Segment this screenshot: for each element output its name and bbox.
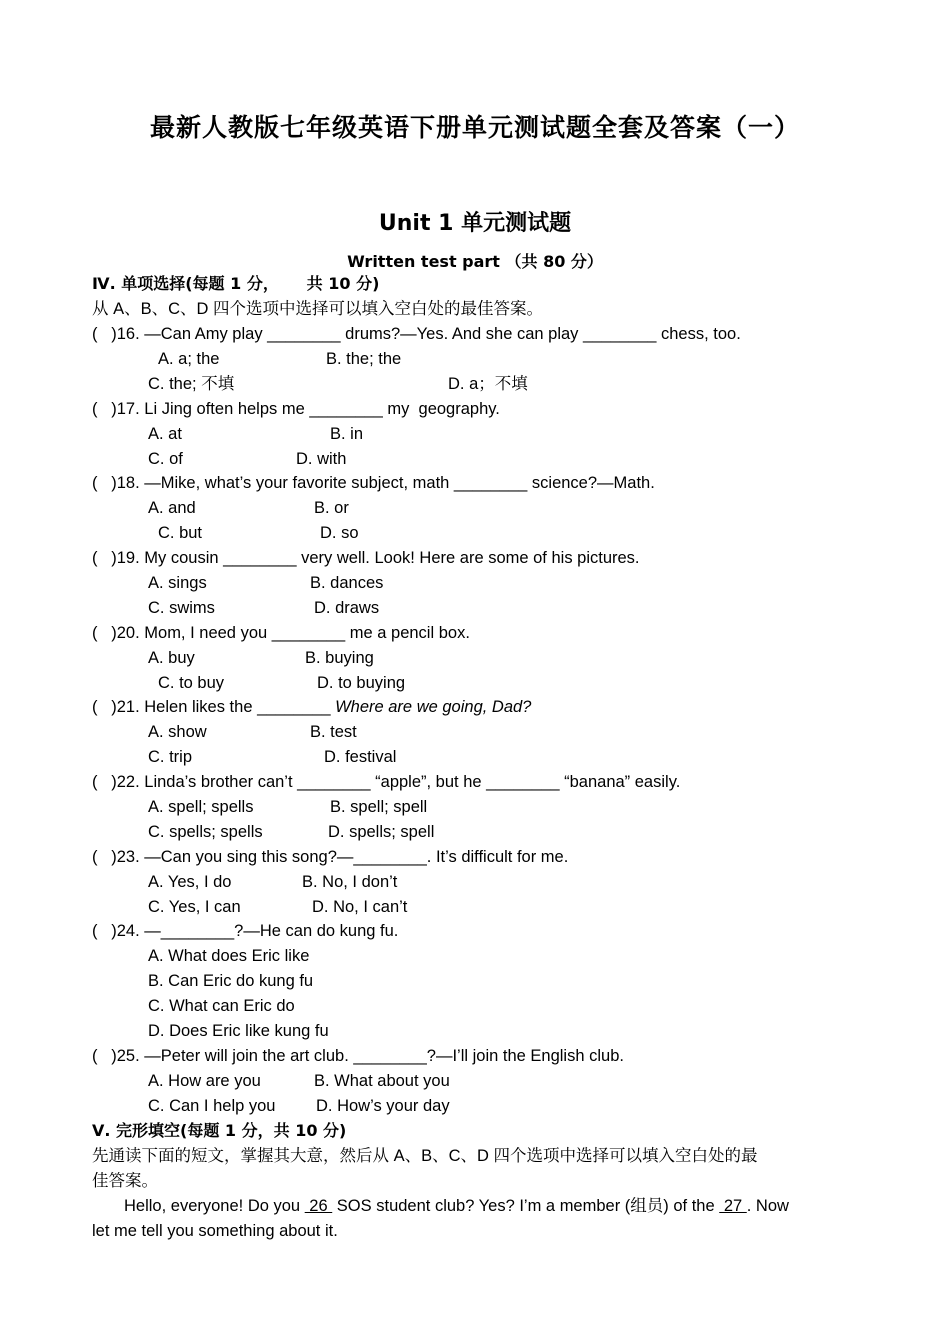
question-25 — [92, 1045, 624, 1067]
question-stem: 19. My cousin ________ very well. Look! Here are some of his pictures. — [116, 549, 640, 567]
answer-paren: ( ) — [92, 400, 117, 418]
q24-option-a: A. What does Eric like — [148, 947, 310, 965]
q25-option-b: B. What about you — [314, 1072, 450, 1090]
q18-option-b: B. or — [314, 499, 349, 517]
q16-option-a: A. a; the — [158, 350, 220, 368]
q18-option-a: A. and — [148, 499, 196, 517]
section-5-instruction-line-1: 先通读下面的短文，掌握其大意，然后从 A、B、C、D 四个选项中选择可以填入空白处的最 — [92, 1147, 758, 1165]
q19-option-b: B. dances — [310, 574, 384, 592]
question-stem: 25. —Peter will join the art club. ________?—I’ll join the English club. — [116, 1047, 624, 1065]
q17-option-b: B. in — [330, 425, 364, 443]
q21-option-b: B. test — [310, 723, 357, 741]
q24-option-c: C. What can Eric do — [148, 997, 295, 1015]
question-stem: 23. —Can you sing this song?—________. It’s difficult for me. — [116, 848, 569, 866]
answer-paren: ( ) — [92, 698, 117, 716]
sub-title: Written test part （共 80 分） — [347, 252, 603, 271]
answer-paren: ( ) — [92, 1047, 117, 1065]
question-stem: 20. Mom, I need you ________ me a pencil box. — [116, 624, 470, 642]
q21-option-d: D. festival — [324, 748, 397, 766]
question-20 — [92, 622, 470, 644]
answer-paren: ( ) — [92, 773, 117, 791]
passage-text: SOS student club? Yes? I’m a member (组员) of the — [332, 1197, 720, 1215]
question-stem: 24. —________?—He can do kung fu. — [116, 922, 399, 940]
q20-option-b: B. buying — [305, 649, 374, 667]
main-title: 最新人教版七年级英语下册单元测试题全套及答案（一） — [149, 113, 800, 142]
answer-paren: ( ) — [92, 848, 117, 866]
section-5-instruction-line-2: 佳答案。 — [92, 1172, 158, 1190]
q16-option-c: C. the; 不填 — [148, 375, 235, 393]
q19-option-a: A. sings — [148, 574, 207, 592]
q22-option-d: D. spells; spell — [328, 823, 435, 841]
question-stem: 16. —Can Amy play ________ drums?—Yes. And she can play ________ chess, too. — [116, 325, 741, 343]
question-stem: 22. Linda’s brother can’t ________ “apple”, but he ________ “banana” easily. — [116, 773, 681, 791]
question-17 — [92, 398, 500, 420]
question-21 — [92, 696, 531, 718]
q24-option-d: D. Does Eric like kung fu — [148, 1022, 329, 1040]
question-23 — [92, 846, 568, 868]
q16-option-b: B. the; the — [326, 350, 402, 368]
question-stem: 17. Li Jing often helps me ________ my geography. — [116, 400, 500, 418]
answer-paren: ( ) — [92, 624, 117, 642]
q23-option-b: B. No, I don’t — [302, 873, 398, 891]
passage-text: . Now — [746, 1197, 789, 1215]
q21-option-c: C. trip — [148, 748, 193, 766]
q21-option-a: A. show — [148, 723, 207, 741]
answer-paren: ( ) — [92, 474, 117, 492]
answer-paren: ( ) — [92, 325, 117, 343]
question-19 — [92, 547, 640, 569]
blank-26: 26 — [304, 1197, 333, 1215]
blank-27: 27 — [719, 1197, 747, 1215]
question-stem: 18. —Mike, what’s your favorite subject, math ________ science?—Math. — [116, 474, 655, 492]
q22-option-a: A. spell; spells — [148, 798, 254, 816]
section-4-instruction: 从 A、B、C、D 四个选项中选择可以填入空白处的最佳答案。 — [92, 300, 544, 318]
q23-option-c: C. Yes, I can — [148, 898, 241, 916]
passage-text: Hello, everyone! Do you — [124, 1197, 305, 1215]
passage-line-2: let me tell you something about it. — [92, 1222, 338, 1240]
q19-option-d: D. draws — [314, 599, 380, 617]
q18-option-d: D. so — [320, 524, 359, 542]
answer-paren: ( ) — [92, 549, 117, 567]
q22-option-b: B. spell; spell — [330, 798, 428, 816]
q17-option-d: D. with — [296, 450, 347, 468]
question-stem-italic: Where are we going, Dad? — [335, 698, 532, 716]
answer-paren: ( ) — [92, 922, 117, 940]
passage-line-1 — [124, 1195, 789, 1217]
q20-option-a: A. buy — [148, 649, 195, 667]
q20-option-d: D. to buying — [317, 674, 406, 692]
q22-option-c: C. spells; spells — [148, 823, 263, 841]
q25-option-c: C. Can I help you — [148, 1097, 276, 1115]
q24-option-b: B. Can Eric do kung fu — [148, 972, 314, 990]
question-18 — [92, 472, 655, 494]
question-24 — [92, 920, 398, 942]
section-5-heading: Ⅴ. 完形填空(每题 1 分，共 10 分) — [92, 1121, 347, 1140]
question-22 — [92, 771, 680, 793]
question-stem: 21. Helen likes the ________ — [116, 698, 336, 716]
q18-option-c: C. but — [158, 524, 203, 542]
q17-option-a: A. at — [148, 425, 182, 443]
q17-option-c: C. of — [148, 450, 183, 468]
q20-option-c: C. to buy — [158, 674, 225, 692]
q23-option-a: A. Yes, I do — [148, 873, 232, 891]
q25-option-d: D. How’s your day — [316, 1097, 450, 1115]
section-4-heading: Ⅳ. 单项选择(每题 1 分， 共 10 分) — [92, 274, 380, 293]
unit-title: Unit 1 单元测试题 — [378, 211, 572, 236]
q25-option-a: A. How are you — [148, 1072, 261, 1090]
q19-option-c: C. swims — [148, 599, 215, 617]
q16-option-d: D. a；不填 — [448, 375, 528, 393]
question-16 — [92, 323, 741, 345]
q23-option-d: D. No, I can’t — [312, 898, 408, 916]
